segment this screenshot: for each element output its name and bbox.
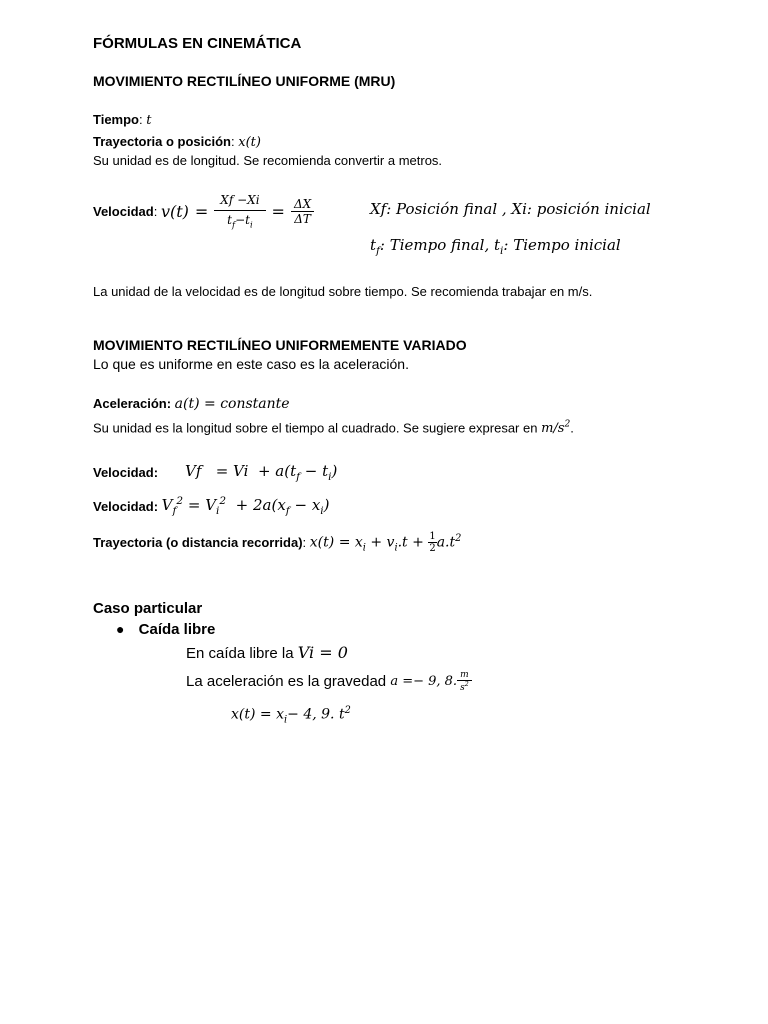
caida-libre-label: Caída libre xyxy=(138,621,216,638)
velocidad1-expr: $Vf = Vi + a(t_f - t_i)$ xyxy=(185,461,338,483)
tiempo-expr: t xyxy=(146,113,152,128)
legend-line-1: Xf: Posición final , Xi: posición inicial xyxy=(370,200,651,218)
velocidad-denominator: $t_f-t_i$ xyxy=(227,212,253,230)
aceleracion-expr: a(t) = constante xyxy=(174,396,290,412)
unidad-aceleracion-expr: $m/s^2$ xyxy=(541,420,571,437)
caida-position-formula: $x(t) = x_i- 4$, 9. $t^2$ xyxy=(231,705,351,726)
trayectoria-label: Trayectoria o posición xyxy=(93,134,231,149)
tiempo-line: Tiempo: t xyxy=(93,112,152,128)
caso-heading: Caso particular xyxy=(93,600,203,617)
velocidad-mruv-2 xyxy=(93,490,330,522)
delta-numerator: ΔX xyxy=(291,197,314,212)
unidad-longitud-text: Su unidad es de longitud. Se recomienda convertir a metros. xyxy=(93,153,443,168)
trayectoria-mruv-expr: $x(t) = x_i + v_i.t$ + $\frac{1}{2}$ $a.t^2$ xyxy=(309,530,462,554)
aceleracion-label: Aceleración: xyxy=(93,396,172,411)
tiempo-label: Tiempo xyxy=(93,112,139,127)
aceleracion-line xyxy=(93,396,290,412)
page-title: FÓRMULAS EN CINEMÁTICA xyxy=(93,35,302,52)
velocidad-fraction xyxy=(214,193,265,229)
bullet-icon: ● xyxy=(116,621,125,637)
trayectoria-line: Trayectoria o posición: x(t) xyxy=(93,134,261,150)
delta-denominator: ΔT xyxy=(294,211,311,226)
velocidad2-label: Velocidad: xyxy=(93,498,159,514)
velocidad-mru-formula: Velocidad : v(t) = $\frac{Xf -Xi}{t_f-t_i}$ = $\frac{\Delta X}{\Delta T}$ xyxy=(93,186,314,236)
delta-fraction xyxy=(291,197,314,226)
mru-heading: MOVIMIENTO RECTILÍNEO UNIFORME (MRU) xyxy=(93,73,396,89)
caida-line-2: La aceleración es la gravedad a =− 9, 8. $\frac{m}{s^2}$ xyxy=(186,666,472,696)
velocidad-mruv-1 xyxy=(93,457,337,487)
velocidad-numerator: Xf −Xi xyxy=(214,193,265,211)
velocidad1-label: Velocidad: xyxy=(93,464,159,480)
unidad-aceleracion-text: Su unidad es la longitud sobre el tiempo al cuadrado. Se sugiere expresar en $m/s^2$. xyxy=(93,420,574,437)
caida-libre-item xyxy=(116,621,215,638)
mruv-intro: Lo que es uniforme en este caso es la aceleración. xyxy=(93,356,409,372)
trayectoria-expr: x(t) xyxy=(238,135,261,150)
legend-line-2: $t_f$: Tiempo final, $t_i$: Tiempo inicial xyxy=(370,236,621,257)
caida-line-1: En caída libre la Vi = 0 xyxy=(186,643,348,662)
caida-line-1-expr: Vi = 0 xyxy=(297,643,348,662)
mruv-heading: MOVIMIENTO RECTILÍNEO UNIFORMEMENTE VARIADO xyxy=(93,337,467,353)
trayectoria-mruv-label: Trayectoria (o distancia recorrida) xyxy=(93,534,303,550)
velocidad2-expr: $V_f^2 = V_i^2 + 2a(x_f - x_i)$ xyxy=(161,495,330,517)
velocidad-lhs: v(t) xyxy=(160,201,189,221)
unidad-velocidad-text: La unidad de la velocidad es de longitud sobre tiempo. Se recomienda trabajar en m/s. xyxy=(93,284,593,299)
caida-line-2-expr: a =− 9, 8. xyxy=(390,673,458,689)
velocidad-label: Velocidad xyxy=(93,203,154,219)
gravity-unit-fraction: $\frac{m}{s^2}$ xyxy=(457,670,472,693)
trayectoria-mruv: Trayectoria (o distancia recorrida) : $x(t) = x_i + v_i.t$ + $\frac{1}{2}$ $a.t^2$ xyxy=(93,530,462,554)
